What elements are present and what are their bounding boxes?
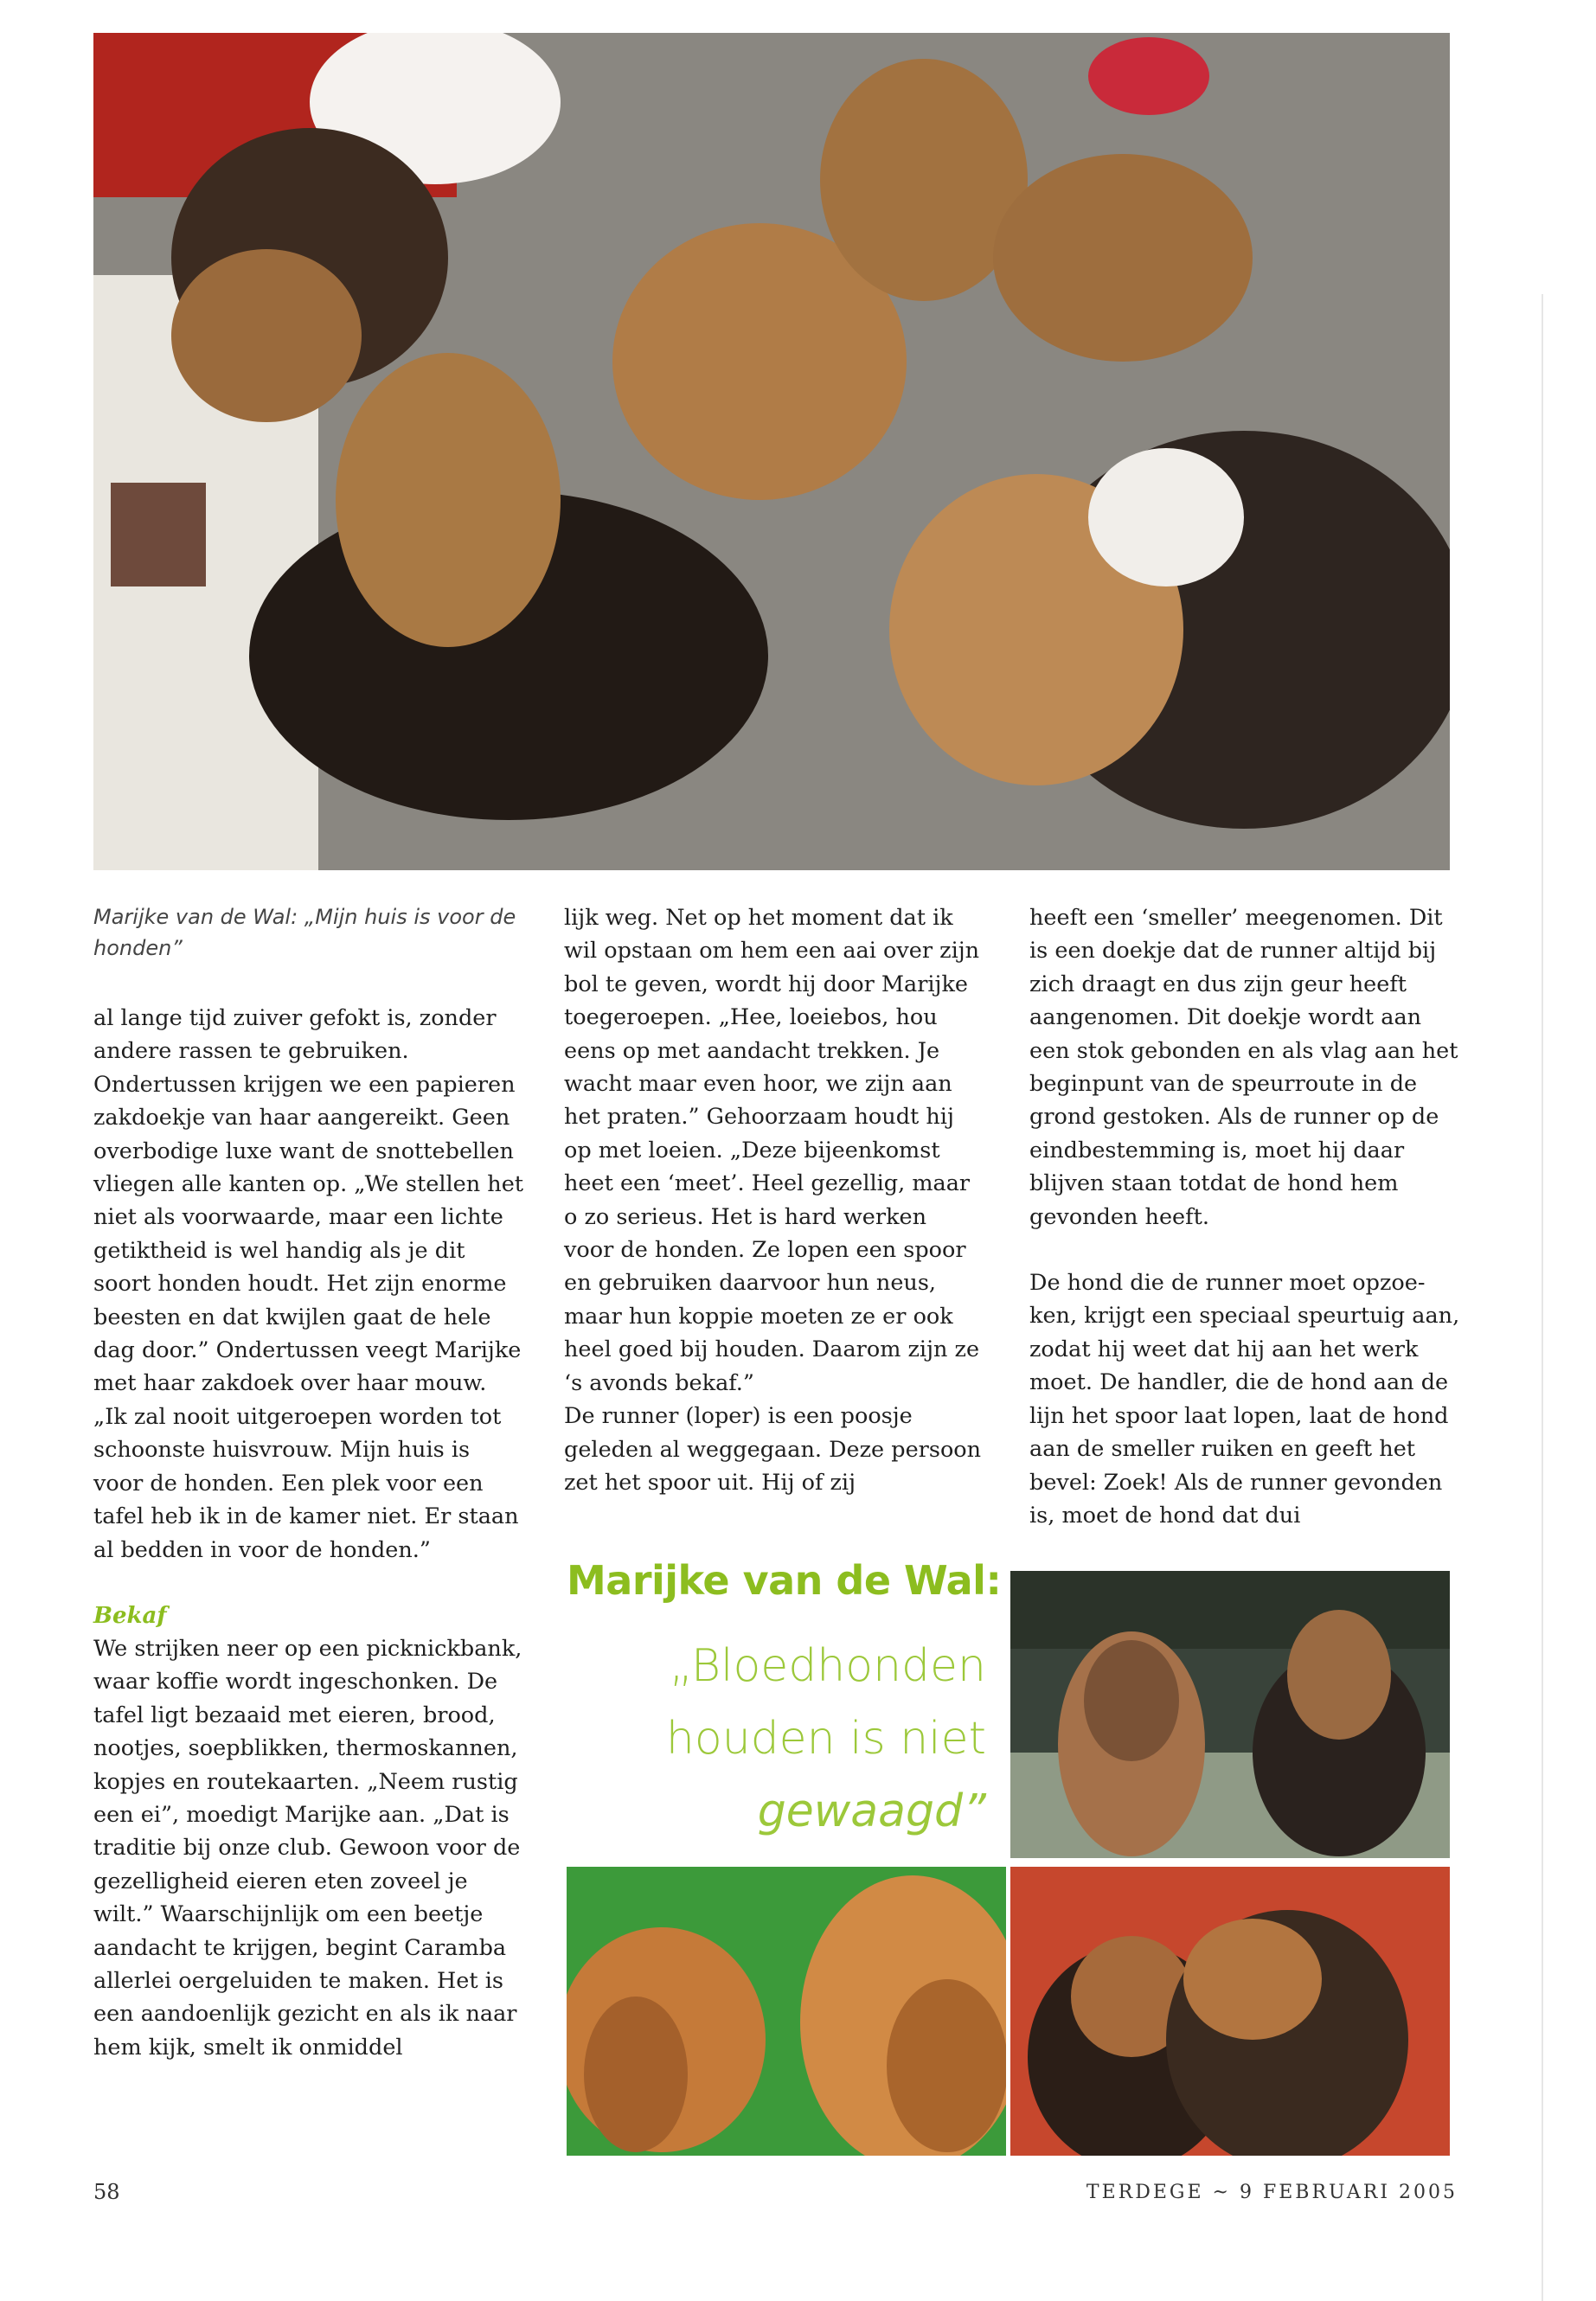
paragraph: lijk weg. Net op het moment dat ik wil opstaan om hem een aai over zijn bol te geven, wordt hij door Marijke toegeroepen. „Hee, loeiebos, hou eens op met aandacht trekken. Je wacht maar even hoor, we zijn aan het praten.” Gehoorzaam houdt hij op met loeien. „Deze bijeenkomst heet een ‘meet’. Heel gezellig, maar o zo serieus. Het is hard werken voor de honden. Ze lopen een spoor en gebruiken daarvoor hun neus, maar hun koppie moeten ze er ook heel goed bij houden. Daarom zijn ze ‘s avonds bekaf.” [564, 905, 980, 1396]
puppies-photo [93, 33, 1450, 870]
photo-caption: Marijke van de Wal: „Mijn huis is voor de honden” [93, 905, 516, 960]
text-column-3 [1029, 901, 1462, 1532]
subheading: Bekaf [93, 1602, 167, 1629]
pullquote-line: houden is niet [665, 1713, 986, 1765]
pullquote-name: Marijke van de Wal: [567, 1557, 1002, 1604]
bloodhounds-outdoor-photo [1010, 1571, 1450, 1858]
pullquote-line: „Bloedhonden [669, 1640, 986, 1692]
paragraph: De runner (loper) is een poosje geleden al weggegaan. Deze persoon zet het spoor uit. Hij of zij [564, 1403, 982, 1496]
paragraph: heeft een ‘smeller’ meegenomen. Dit is een doekje dat de runner altijd bij zich draagt en dus zijn geur heeft aangenomen. Dit doekje wordt aan een stok gebonden en als vlag aan het beginpunt van de speurroute in de grond gestoken. Als de runner op de eindbestemming is, moet hij daar blijven staan totdat de hond hem gevonden heeft. [1029, 905, 1458, 1230]
page-edge-divider [1542, 294, 1543, 2301]
magazine-issue: TERDEGE ~ 9 FEBRUARI 2005 [1086, 2182, 1458, 2203]
paragraph: We strijken neer op een picknickbank, waar koffie wordt ingeschonken. De tafel ligt bezaaid met eieren, brood, nootjes, soepblikken, thermoskannen, kopjes en routekaarten. „Neem rustig een ei”, moedigt Marijke aan. „Dat is traditie bij onze club. Gewoon voor de gezelligheid eieren eten zoveel je wilt.” Waarschijnlijk om een beetje aandacht te krijgen, begint Caramba allerlei oergeluiden te maken. Het is een aandoenlijk gezicht en als ik naar hem kijk, smelt ik onmiddel [93, 1635, 522, 2061]
pullquote-line: gewaagd” [757, 1785, 986, 1837]
page-number: 58 [93, 2180, 120, 2204]
text-column-1 [93, 1002, 526, 2064]
pullquote-text [640, 1630, 986, 1848]
paragraph: al lange tijd zuiver gefokt is, zonder andere rassen te gebruiken. Ondertussen krijgen we een papieren zakdoekje van haar aangereikt. Geen overbodige luxe want de snottebellen vliegen alle kanten op. „We stellen het niet als voorwaarde, maar een lichte getiktheid is wel handig als je dit soort honden houdt. Het zijn enorme beesten en dat kwijlen gaat de hele dag door.” Ondertussen veegt Marijke met haar zakdoek over haar mouw. „Ik zal nooit uitgeroepen worden tot schoonste huisvrouw. Mijn huis is voor de honden. Een plek voor een tafel heb ik in de kamer niet. Er staan al bedden in voor de honden.” [93, 1005, 524, 1563]
paragraph: De hond die de runner moet opzoeken, krijgt een speciaal speurtuig aan, zodat hij weet dat hij aan het werk moet. De handler, die de hond aan de lijn het spoor laat lopen, laat de hond aan de smeller ruiken en geeft het bevel: Zoek! Als de runner gevonden is, moet de hond dat dui [1029, 1270, 1460, 1529]
puppies-red-photo [1010, 1867, 1450, 2156]
text-column-2 [564, 901, 983, 1499]
bloodhounds-green-photo [567, 1867, 1006, 2156]
